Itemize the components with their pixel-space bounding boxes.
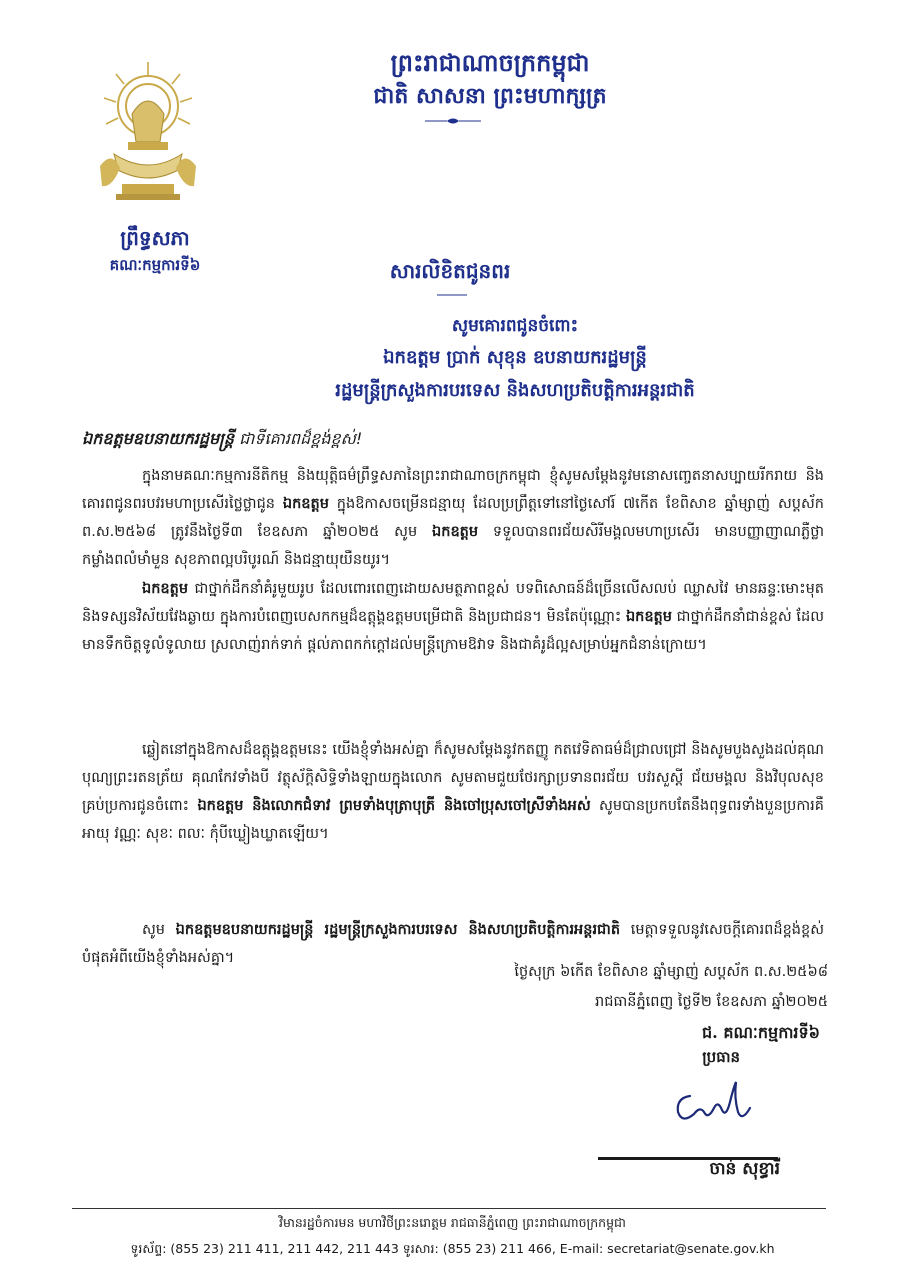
p1-bold-b: ឯកឧត្តម — [282, 496, 329, 512]
footer-divider — [72, 1208, 826, 1209]
footer-address: វិមានរដ្ឋចំការមន មហាវិថីព្រះនរោត្តម រាជធានីភ្នំពេញ ព្រះរាជាណាចក្រកម្ពុជា — [279, 1215, 626, 1230]
recipient-intro: សូមគោរពជូនចំពោះ — [451, 316, 579, 336]
paragraph-2 — [82, 575, 824, 659]
signatory-role: ប្រធាន — [702, 1048, 740, 1066]
salutation — [82, 428, 802, 452]
footer-contact: ទូរស័ព្ទ: (855 23) 211 411, 211 442, 211 443 ទូរសារ: (855 23) 211 466, E-mail: secretariat@senate.gov.kh — [130, 1241, 775, 1256]
title-divider-icon — [437, 292, 467, 298]
ornament-divider-icon — [423, 116, 483, 126]
p2-text-d: ជាថ្នាក់ដឹកនាំជាន់ខ្ពស់ ដែលមានទឹកចិត្តទូលំទូលាយ ស្រលាញ់រាក់ទាក់ ផ្តល់ភាពកក់ក្តៅដល់មន្ត្រីក្រោមឱវាទ និងជាគំរូដ៏ល្អសម្រាប់អ្នកជំនាន់ក្រោយ។ — [82, 609, 824, 653]
p3-text-c: សូមបានប្រកបតែនឹងពុទ្ធពរទាំងបួនប្រការគឺ អាយុ វណ្ណៈ សុខៈ ពលៈ កុំបីឃ្លៀងឃ្លាតឡើយ។ — [82, 798, 824, 842]
p2-text-b: ជាថ្នាក់ដឹកនាំគំរូមួយរូប ដែលពោរពេញដោយសមត្ថភាពខ្ពស់ បទពិសោធន៍ដ៏ច្រើនលើសលប់ ឈ្លាសវៃ មានឆន្ទៈមោះមុត និងទស្សនវិស័យវែងឆ្ងាយ ក្នុងការបំពេញបេសកកម្មដ៏ឧត្តុង្គឧត្តមបម្រើជាតិ និងប្រជាជន។ មិនតែប៉ុណ្ណោះ — [82, 581, 824, 625]
p2-bold-a: ឯកឧត្តម — [142, 581, 189, 597]
senate-emblem-icon — [92, 58, 204, 208]
date-lunar: ថ្ងៃសុក្រ ៦កើត ខែពិសាខ ឆ្នាំម្សាញ់ សប្តស័ក ព.ស.២៥៦៨ — [514, 964, 828, 980]
p1-bold-d: ឯកឧត្តម — [432, 524, 479, 540]
salutation-name: ឯកឧត្តមឧបនាយករដ្ឋមន្ត្រី — [82, 429, 235, 448]
paragraph-3 — [82, 736, 824, 848]
letter-title: សារលិខិតជូនពរ — [389, 259, 511, 283]
date-solar: រាជធានីភ្នំពេញ ថ្ងៃទី២ ខែឧសភា ឆ្នាំ២០២៥ — [595, 994, 828, 1010]
kingdom-heading: ព្រះរាជាណាចក្រកម្ពុជា — [390, 48, 590, 77]
handwritten-signature-icon — [664, 1078, 756, 1128]
p3-text-a: ឆ្លៀតនៅក្នុងឱកាសដ៏ឧត្តុង្គឧត្តមនេះ យើងខ្ញុំទាំងអស់គ្នា ក៏សូមសម្តែងនូវកតញ្ញូ កតវេទិតាធម៌ដ៏ជ្រាលជ្រៅ និងសូមបួងសួងដល់គុណបុណ្យព្រះរតនត្រ័យ គុណកែវទាំងបី វត្ថុស័ក្តិសិទ្ធិទាំងឡាយក្នុងលោក សូមតាមជួយថែរក្សាប្រទានពរជ័យ បវរសួស្តី ជ័យមង្គល និងវិបុលសុខ គ្រប់ប្រការជូនចំពោះ — [82, 742, 824, 814]
p3-bold-b: ឯកឧត្តម និងលោកជំទាវ ព្រមទាំងបុត្រាបុត្រី និងចៅប្រុសចៅស្រីទាំងអស់ — [197, 798, 591, 814]
recipient-title: រដ្ឋមន្ត្រីក្រសួងការបរទេស និងសហប្រតិបត្តិការអន្តរជាតិ — [335, 380, 695, 401]
p2-bold-c: ឯកឧត្តម — [625, 609, 672, 625]
organization-commission: គណៈកម្មការទី៦ — [109, 256, 201, 274]
p1-text-e: ទទួលបានពរជ័យសិរីមង្គលមហាប្រសើរ មានបញ្ញាញាណភ្លឺថ្លា កម្លាំងពលំមាំមួន សុខភាពល្អបរិបូរណ៍ និងជន្មាយុយឺនយូរ។ — [82, 524, 824, 568]
recipient-name: ឯកឧត្តម ប្រាក់ សុខុន ឧបនាយករដ្ឋមន្ត្រី — [383, 347, 647, 368]
p1-text-c: ក្នុងឱកាសចម្រើនជន្មាយុ ដែលប្រព្រឹត្តទៅនៅថ្ងៃសៅរ៍ ៧កើត ខែពិសាខ ឆ្នាំម្សាញ់ សប្តស័ក ព.ស.២៥៦៨ ត្រូវនឹងថ្ងៃទី៣ ខែឧសភា ឆ្នាំ២០២៥ សូម — [82, 496, 824, 540]
organization-name: ព្រឹទ្ធសភា — [120, 226, 190, 250]
paragraph-1 — [82, 462, 824, 574]
p4-text-a: សូម — [142, 922, 176, 938]
p4-text-c: មេត្តាទទួលនូវសេចក្តីគោរពដ៏ខ្ពង់ខ្ពស់បំផុតអំពីយើងខ្ញុំទាំងអស់គ្នា។ — [82, 922, 825, 966]
salutation-rest: ជាទីគោរពដ៏ខ្ពង់ខ្ពស់! — [234, 429, 363, 448]
p4-bold-b: ឯកឧត្តមឧបនាយករដ្ឋមន្ត្រី រដ្ឋមន្ត្រីក្រសួងការបរទេស និងសហប្រតិបត្តិការអន្តរជាតិ — [175, 922, 621, 938]
national-motto: ជាតិ សាសនា ព្រះមហាក្សត្រ — [373, 83, 607, 109]
signatory-org: ជ. គណៈកម្មការទី៦ — [702, 1023, 820, 1042]
p1-text-a: ក្នុងនាមគណៈកម្មការនីតិកម្ម និងយុត្តិធម៌ព្រឹទ្ធសភានៃព្រះរាជាណាចក្រកម្ពុជា ខ្ញុំសូមសម្តែងនូវមនោសញ្ចេតនាសប្បាយរីករាយ និងគោរពជូនពរបវរមហាប្រសើរថ្លៃថ្លាជូន — [82, 468, 824, 512]
signatory-name: ចាន់ សុខ្ធារី — [709, 1159, 780, 1179]
